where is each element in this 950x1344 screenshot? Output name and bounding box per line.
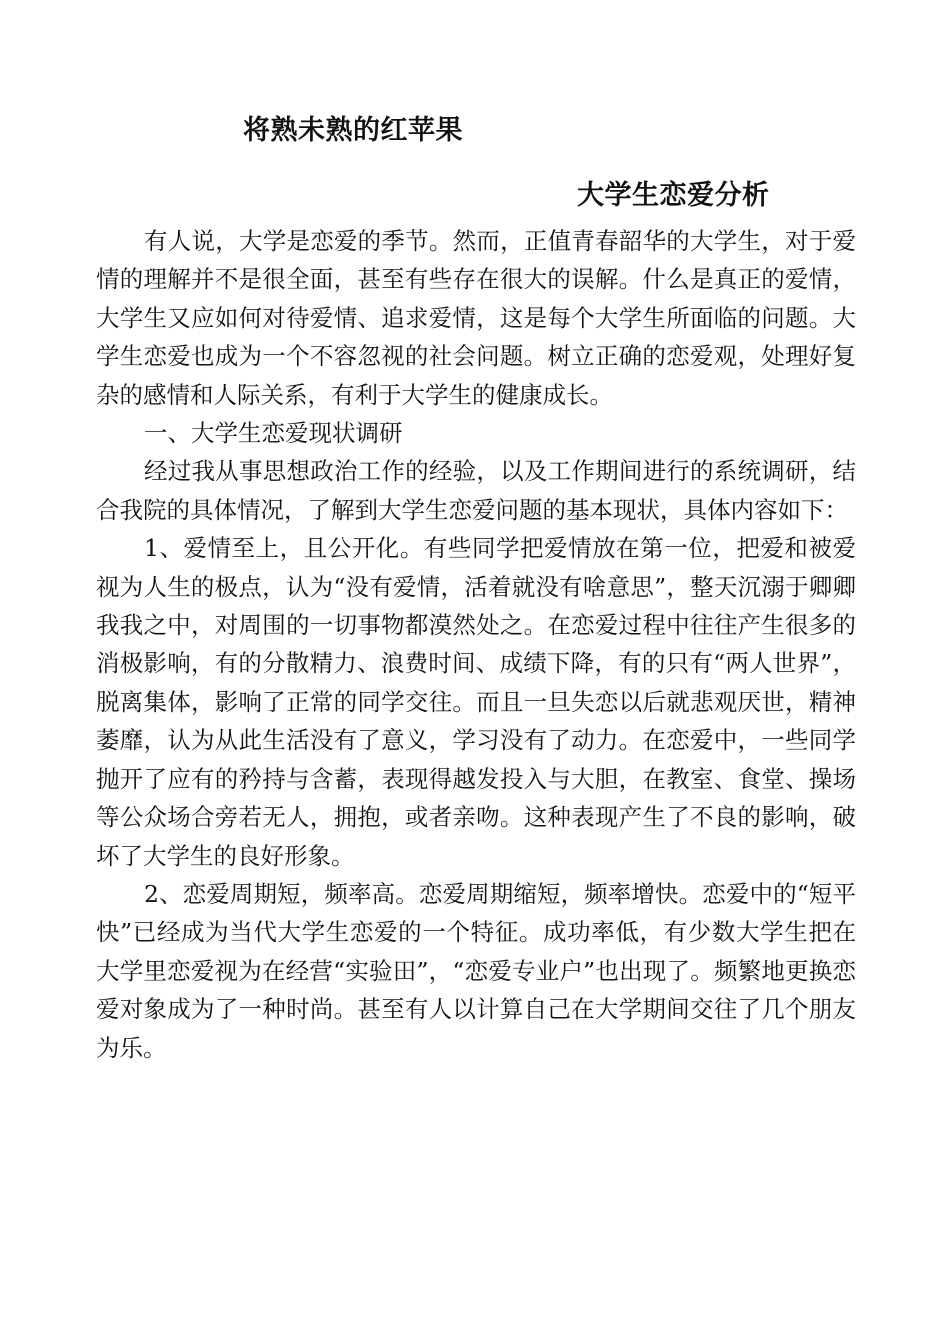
- point-1-paragraph: 1、爱情至上，且公开化。有些同学把爱情放在第一位，把爱和被爱视为人生的极点，认为“没有爱情，活着就没有啥意思”，整天沉溺于卿卿我我之中，对周围的一切事物都漠然处之。在恋爱过程中往往产生很多的消极影响，有的分散精力、浪费时间、成绩下降，有的只有“两人世界”，脱离集体，影响了正常的同学交往。而且一旦失恋以后就悲观厌世，精神萎靡，认为从此生活没有了意义，学习没有了动力。在恋爱中，一些同学抛开了应有的矜持与含蓄，表现得越发投入与大胆，在教室、食堂、操场等公众场合旁若无人，拥抱，或者亲吻。这种表现产生了不良的影响，破坏了大学生的良好形象。: [96, 534, 856, 870]
- point-2-paragraph: 2、恋爱周期短，频率高。恋爱周期缩短，频率增快。恋爱中的“短平快”已经成为当代大学生恋爱的一个特征。成功率低，有少数大学生把在大学里恋爱视为在经营“实验田”，“恋爱专业户”也出现了。频繁地更换恋爱对象成为了一种时尚。甚至有人以计算自己在大学期间交往了几个朋友为乐。: [96, 879, 856, 1062]
- section-intro-paragraph: 经过我从事思想政治工作的经验，以及工作期间进行的系统调研，结合我院的具体情况，了解到大学生恋爱问题的基本现状，具体内容如下：: [96, 457, 856, 524]
- document-body: [96, 222, 856, 1067]
- section-heading: 一、大学生恋爱现状调研: [144, 419, 403, 448]
- document-subtitle: 大学生恋爱分析: [577, 180, 770, 211]
- intro-paragraph: 有人说，大学是恋爱的季节。然而，正值青春韶华的大学生，对于爱情的理解并不是很全面，甚至有些存在很大的误解。什么是真正的爱情，大学生又应如何对待爱情、追求爱情，这是每个大学生所面临的问题。大学生恋爱也成为一个不容忽视的社会问题。树立正确的恋爱观，处理好复杂的感情和人际关系，有利于大学生的健康成长。: [96, 227, 856, 409]
- document-title: 将熟未熟的红苹果: [243, 115, 463, 146]
